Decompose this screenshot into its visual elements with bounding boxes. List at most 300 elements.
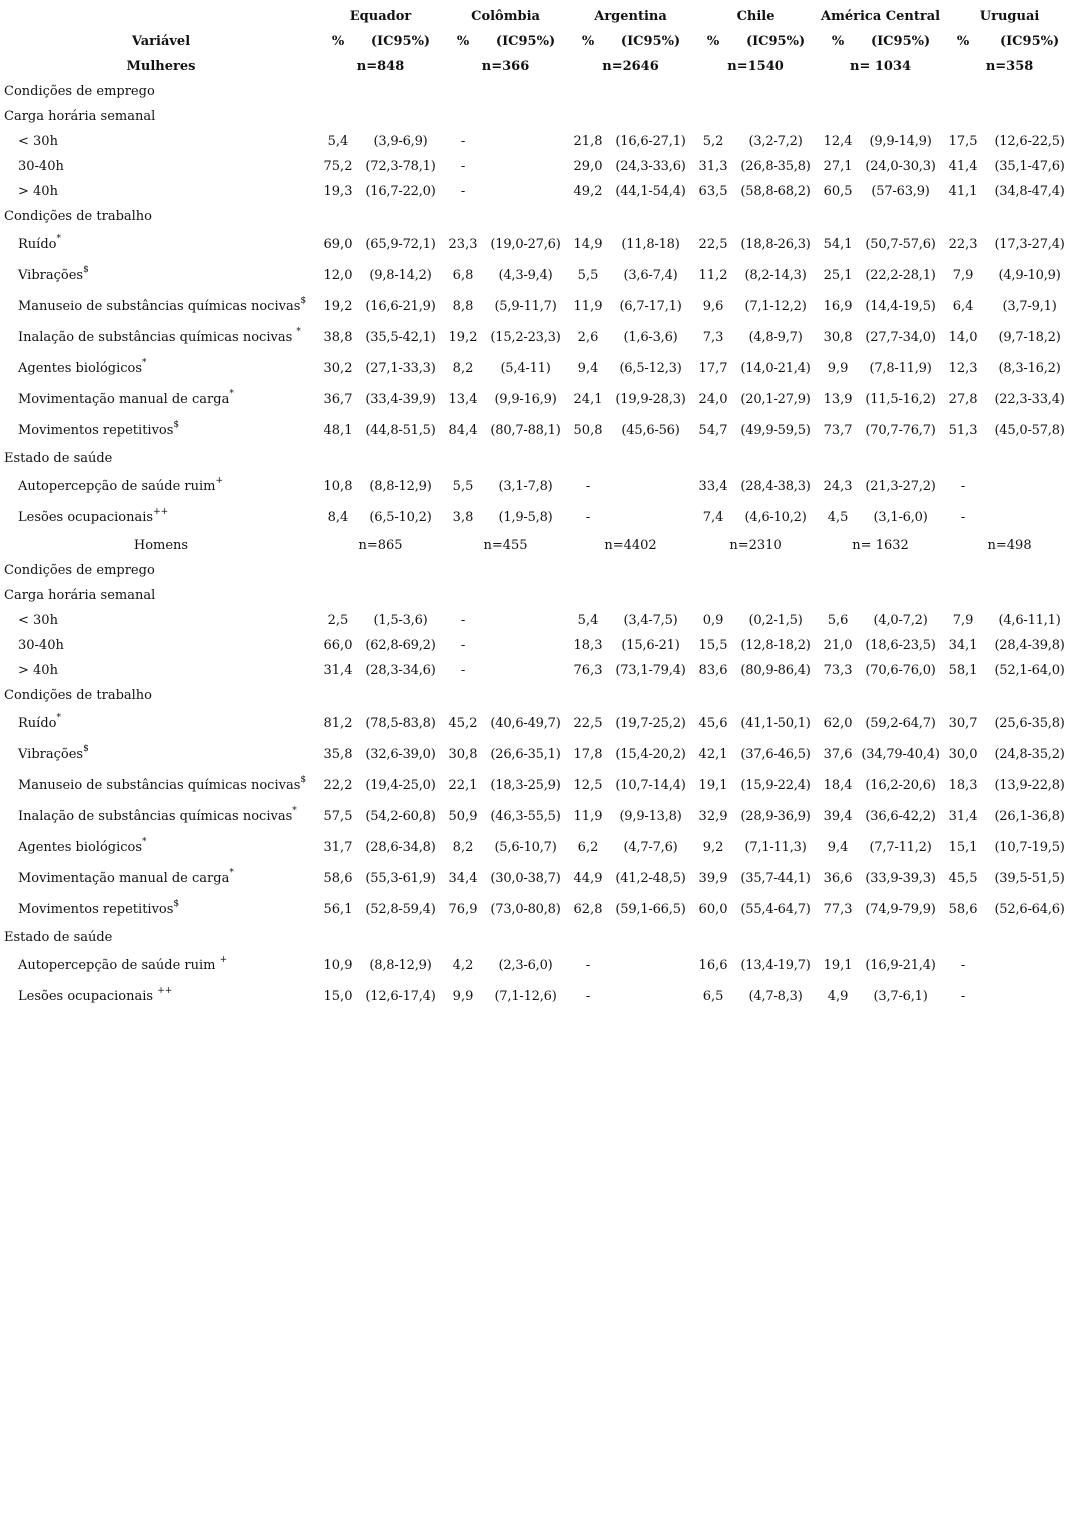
ci-cell: (34,79-40,4) (861, 747, 940, 762)
ci-cell: (35,5-42,1) (365, 330, 436, 345)
percent-cell: 35,8 (323, 747, 353, 762)
percent-cell: 11,9 (573, 809, 603, 824)
ci-cell: (9,7-18,2) (998, 330, 1061, 345)
ci-cell: (46,3-55,5) (490, 809, 561, 824)
ci-header: (IC95%) (870, 34, 931, 49)
percent-cell: 24,0 (698, 392, 728, 407)
percent-cell: 45,2 (448, 716, 478, 731)
percent-cell: 30,8 (448, 747, 478, 762)
percent-cell: 50,9 (448, 809, 478, 824)
ci-cell: (24,8-35,2) (994, 747, 1065, 762)
percent-cell: 19,2 (323, 299, 353, 314)
table-header (4, 4, 1076, 54)
percent-cell: 39,9 (698, 871, 728, 886)
ci-cell: (41,1-50,1) (740, 716, 811, 731)
ci-cell: (3,2-7,2) (748, 134, 803, 149)
ci-cell: (20,1-27,9) (740, 392, 811, 407)
percent-cell: 5,2 (702, 134, 724, 149)
percent-cell: 2,5 (327, 613, 349, 628)
footnote-marker: $ (300, 295, 307, 306)
ci-cell: (73,1-79,4) (615, 663, 686, 678)
country-header: Uruguai (979, 9, 1040, 24)
variable-header: Variável (131, 34, 191, 49)
percent-cell: 9,9 (827, 361, 849, 376)
ci-cell: (73,0-80,8) (490, 902, 561, 917)
ci-cell: (16,7-22,0) (365, 184, 436, 199)
ci-cell: (6,5-12,3) (619, 361, 682, 376)
ci-cell: (4,7-7,6) (623, 840, 678, 855)
percent-cell: 12,5 (573, 778, 603, 793)
table-row (4, 260, 1076, 291)
percent-cell: 56,1 (323, 902, 353, 917)
percent-cell: 8,4 (327, 510, 349, 525)
ci-cell: (59,1-66,5) (615, 902, 686, 917)
country-header: Equador (349, 9, 412, 24)
ci-cell (483, 608, 568, 633)
row-label-cell (4, 260, 318, 291)
percent-cell: 29,0 (573, 159, 603, 174)
ci-cell: (14,0-21,4) (740, 361, 811, 376)
ci-cell: (7,8-11,9) (869, 361, 932, 376)
row-label: Autopercepção de saúde ruim (18, 479, 216, 494)
percent-cell: 54,1 (823, 237, 853, 252)
ci-cell: (8,8-12,9) (369, 958, 432, 973)
pct-header: % (331, 34, 345, 49)
percent-cell: 45,5 (948, 871, 978, 886)
ci-cell: (10,7-19,5) (994, 840, 1065, 855)
percent-cell: 44,9 (573, 871, 603, 886)
sample-size: n=498 (987, 538, 1032, 553)
percent-cell: 19,3 (323, 184, 353, 199)
percent-cell: 19,1 (823, 958, 853, 973)
percent-cell: 6,4 (952, 299, 974, 314)
ci-cell: (9,9-13,8) (619, 809, 682, 824)
row-label-cell (4, 229, 318, 260)
ci-cell: (11,5-16,2) (865, 392, 936, 407)
ci-cell: (65,9-72,1) (365, 237, 436, 252)
row-label-cell (4, 981, 318, 1012)
percent-cell: 36,7 (323, 392, 353, 407)
table-body (4, 54, 1076, 1012)
percent-cell: 32,9 (698, 809, 728, 824)
row-label-cell (4, 353, 318, 384)
section-row (4, 558, 1076, 583)
row-label: < 30h (18, 613, 58, 628)
percent-cell: 8,2 (452, 840, 474, 855)
percent-cell: 73,3 (823, 663, 853, 678)
pct-header: % (456, 34, 470, 49)
percent-cell: 22,3 (948, 237, 978, 252)
ci-cell: (5,4-11) (500, 361, 551, 376)
section-label: Condições de trabalho (4, 688, 152, 703)
section-row (4, 683, 1076, 708)
percent-cell: 36,6 (823, 871, 853, 886)
row-label: Vibrações (18, 747, 84, 762)
percent-cell: 31,3 (698, 159, 728, 174)
ci-cell: (12,6-22,5) (994, 134, 1065, 149)
footnote-marker: $ (300, 774, 307, 785)
ci-cell: (7,1-11,3) (744, 840, 807, 855)
table-row (4, 384, 1076, 415)
ci-cell: (14,4-19,5) (865, 299, 936, 314)
pct-header: % (956, 34, 970, 49)
percent-cell: - (960, 958, 966, 973)
percent-cell: 17,7 (698, 361, 728, 376)
footnote-marker: * (229, 388, 234, 399)
sample-size: n=455 (483, 538, 528, 553)
ci-cell: (44,8-51,5) (365, 423, 436, 438)
ci-cell: (7,1-12,6) (494, 989, 557, 1004)
percent-cell: 5,5 (577, 268, 599, 283)
percent-cell: 9,9 (452, 989, 474, 1004)
ci-cell: (78,5-83,8) (365, 716, 436, 731)
ci-cell: (2,3-6,0) (498, 958, 553, 973)
ci-cell: (17,3-27,4) (994, 237, 1065, 252)
row-label: 30-40h (18, 638, 64, 653)
ci-cell: (3,7-9,1) (1002, 299, 1057, 314)
ci-cell: (52,1-64,0) (994, 663, 1065, 678)
ci-cell: (35,7-44,1) (740, 871, 811, 886)
ci-cell: (1,6-3,6) (623, 330, 678, 345)
section-label: Condições de trabalho (4, 209, 152, 224)
percent-cell: 15,0 (323, 989, 353, 1004)
ci-cell: (7,7-11,2) (869, 840, 932, 855)
row-label: > 40h (18, 663, 58, 678)
percent-cell: - (460, 613, 466, 628)
row-label: Agentes biológicos (18, 840, 143, 855)
percent-cell: 17,5 (948, 134, 978, 149)
ci-cell: (62,8-69,2) (365, 638, 436, 653)
percent-cell: 34,1 (948, 638, 978, 653)
percent-cell: 10,9 (323, 958, 353, 973)
ci-cell: (41,2-48,5) (615, 871, 686, 886)
sample-size: n= 1632 (852, 538, 909, 553)
percent-cell: 13,9 (823, 392, 853, 407)
country-header: América Central (821, 9, 941, 24)
ci-cell: (3,6-7,4) (623, 268, 678, 283)
ci-cell: (28,4-38,3) (740, 479, 811, 494)
row-label: 30-40h (18, 159, 64, 174)
ci-cell: (70,7-76,7) (865, 423, 936, 438)
sample-size: n=1540 (727, 59, 784, 74)
section-label: Estado de saúde (4, 930, 113, 945)
sample-size: n= 1034 (850, 59, 912, 74)
country-header: Argentina (594, 9, 667, 24)
table-row (4, 658, 1076, 683)
ci-cell: (18,8-26,3) (740, 237, 811, 252)
ci-cell: (3,4-7,5) (623, 613, 678, 628)
percent-cell: 33,4 (698, 479, 728, 494)
row-label-cell (4, 770, 318, 801)
ci-header: (IC95%) (999, 34, 1060, 49)
table-row (4, 608, 1076, 633)
percent-cell: 39,4 (823, 809, 853, 824)
percent-cell: 30,8 (823, 330, 853, 345)
ci-cell: (52,6-64,6) (994, 902, 1065, 917)
country-header: Colômbia (471, 9, 540, 24)
table-row (4, 801, 1076, 832)
ci-cell: (22,3-33,4) (994, 392, 1065, 407)
ci-cell: (21,3-27,2) (865, 479, 936, 494)
percent-cell: 62,8 (573, 902, 603, 917)
ci-cell: (57-63,9) (871, 184, 930, 199)
ci-cell: (10,7-14,4) (615, 778, 686, 793)
percent-cell: 45,6 (698, 716, 728, 731)
table-row (4, 770, 1076, 801)
percent-cell: - (585, 510, 591, 525)
ci-cell: (22,2-28,1) (865, 268, 936, 283)
ci-cell: (4,0-7,2) (873, 613, 928, 628)
table-row (4, 739, 1076, 770)
footnote-marker: $ (83, 743, 89, 754)
percent-cell: 9,4 (827, 840, 849, 855)
percent-cell: - (585, 989, 591, 1004)
percent-cell: 27,1 (823, 159, 853, 174)
ci-cell: (74,9-79,9) (865, 902, 936, 917)
ci-cell (483, 179, 568, 204)
ci-cell: (15,2-23,3) (490, 330, 561, 345)
percent-cell: 0,9 (702, 613, 724, 628)
ci-cell: (18,3-25,9) (490, 778, 561, 793)
percent-cell: 11,2 (698, 268, 728, 283)
row-label: Ruído (18, 716, 57, 731)
pct-header: % (581, 34, 595, 49)
group-title: Mulheres (126, 59, 196, 74)
percent-cell: 57,5 (323, 809, 353, 824)
percent-cell: 13,4 (448, 392, 478, 407)
sample-size: n=358 (985, 59, 1034, 74)
percent-cell: 41,4 (948, 159, 978, 174)
percent-cell: 50,8 (573, 423, 603, 438)
row-label-cell (4, 322, 318, 353)
ci-cell: (3,1-7,8) (498, 479, 553, 494)
ci-cell: (52,8-59,4) (365, 902, 436, 917)
percent-cell: 58,6 (948, 902, 978, 917)
ci-cell: (9,9-14,9) (869, 134, 932, 149)
percent-cell: 23,3 (448, 237, 478, 252)
ci-cell (483, 154, 568, 179)
percent-cell: 15,5 (698, 638, 728, 653)
ci-cell: (25,6-35,8) (994, 716, 1065, 731)
percent-cell: 25,1 (823, 268, 853, 283)
ci-cell: (72,3-78,1) (365, 159, 436, 174)
blank-header-cell (4, 4, 318, 29)
row-label: Movimentação manual de carga (18, 392, 230, 407)
ci-cell: (12,6-17,4) (365, 989, 436, 1004)
ci-header: (IC95%) (745, 34, 806, 49)
footnote-marker: $ (83, 264, 89, 275)
percent-cell: 8,8 (452, 299, 474, 314)
table-row (4, 832, 1076, 863)
table-row (4, 708, 1076, 739)
pct-header: % (831, 34, 845, 49)
ci-cell (608, 950, 693, 981)
ci-cell: (30,0-38,7) (490, 871, 561, 886)
ci-cell: (27,1-33,3) (365, 361, 436, 376)
percent-cell: 22,1 (448, 778, 478, 793)
table-row (4, 950, 1076, 981)
ci-cell: (4,6-10,2) (744, 510, 807, 525)
row-label: Vibrações (18, 268, 84, 283)
row-label: Manuseio de substâncias químicas nocivas (18, 778, 301, 793)
ci-cell: (24,3-33,6) (615, 159, 686, 174)
percent-cell: 9,6 (702, 299, 724, 314)
country-header-row (4, 4, 1076, 29)
percent-cell: 21,8 (573, 134, 603, 149)
percent-cell: - (460, 638, 466, 653)
row-label: < 30h (18, 134, 58, 149)
ci-cell: (33,9-39,3) (865, 871, 936, 886)
percent-cell: 10,8 (323, 479, 353, 494)
ci-cell: (8,2-14,3) (744, 268, 807, 283)
percent-cell: 12,3 (948, 361, 978, 376)
ci-cell: (4,7-8,3) (748, 989, 803, 1004)
ci-cell: (7,1-12,2) (744, 299, 807, 314)
percent-cell: 24,1 (573, 392, 603, 407)
ci-cell: (19,7-25,2) (615, 716, 686, 731)
percent-cell: 51,3 (948, 423, 978, 438)
percent-cell: 11,9 (573, 299, 603, 314)
table-row (4, 502, 1076, 533)
ci-cell: (28,3-34,6) (365, 663, 436, 678)
table-row (4, 981, 1076, 1012)
percent-cell: 77,3 (823, 902, 853, 917)
sample-size: n=2310 (729, 538, 782, 553)
table-row (4, 633, 1076, 658)
percent-cell: - (460, 663, 466, 678)
percent-cell: 42,1 (698, 747, 728, 762)
sample-size: n=2646 (602, 59, 659, 74)
row-label: Autopercepção de saúde ruim (18, 958, 220, 973)
group-header-row (4, 54, 1076, 79)
section-row (4, 925, 1076, 950)
table-row (4, 863, 1076, 894)
ci-cell: (28,6-34,8) (365, 840, 436, 855)
section-label: Carga horária semanal (4, 109, 156, 124)
ci-cell: (26,6-35,1) (490, 747, 561, 762)
percent-cell: 83,6 (698, 663, 728, 678)
percent-cell: 21,0 (823, 638, 853, 653)
percent-cell: - (460, 184, 466, 199)
footnote-marker: + (215, 475, 224, 486)
row-label-cell (4, 129, 318, 154)
footnote-marker: * (292, 805, 297, 816)
footnote-marker: * (142, 836, 147, 847)
ci-cell: (12,8-18,2) (740, 638, 811, 653)
percent-cell: 12,4 (823, 134, 853, 149)
ci-cell: (16,2-20,6) (865, 778, 936, 793)
section-row (4, 79, 1076, 104)
percent-cell: 9,2 (702, 840, 724, 855)
ci-cell: (3,7-6,1) (873, 989, 928, 1004)
table-row (4, 291, 1076, 322)
percent-cell: 22,2 (323, 778, 353, 793)
row-label-cell (4, 384, 318, 415)
percent-cell: 2,6 (577, 330, 599, 345)
ci-cell: (39,5-51,5) (994, 871, 1065, 886)
section-row (4, 204, 1076, 229)
percent-cell: 8,2 (452, 361, 474, 376)
percent-cell: 14,9 (573, 237, 603, 252)
percent-cell: 30,7 (948, 716, 978, 731)
percent-cell: 7,9 (952, 613, 974, 628)
group-title: Homens (133, 538, 189, 553)
percent-cell: 31,4 (323, 663, 353, 678)
percent-cell: 63,5 (698, 184, 728, 199)
ci-cell: (26,1-36,8) (994, 809, 1065, 824)
ci-cell: (33,4-39,9) (365, 392, 436, 407)
percent-cell: 48,1 (323, 423, 353, 438)
row-label-cell (4, 154, 318, 179)
ci-cell: (24,0-30,3) (865, 159, 936, 174)
percent-cell: 30,2 (323, 361, 353, 376)
section-row (4, 104, 1076, 129)
ci-cell: (40,6-49,7) (490, 716, 561, 731)
table-row (4, 129, 1076, 154)
percent-cell: 9,4 (577, 361, 599, 376)
percent-cell: 31,4 (948, 809, 978, 824)
ci-cell: (8,8-12,9) (369, 479, 432, 494)
ci-cell (608, 471, 693, 502)
row-label: Manuseio de substâncias químicas nocivas (18, 299, 301, 314)
ci-header: (IC95%) (370, 34, 431, 49)
ci-cell: (27,7-34,0) (865, 330, 936, 345)
table-row (4, 471, 1076, 502)
percent-cell: - (585, 479, 591, 494)
footnote-marker: + (219, 954, 228, 965)
row-label-cell (4, 179, 318, 204)
percent-cell: 17,8 (573, 747, 603, 762)
table-row (4, 415, 1076, 446)
percent-cell: 76,3 (573, 663, 603, 678)
ci-header: (IC95%) (495, 34, 556, 49)
row-label-cell (4, 658, 318, 683)
ci-cell: (9,8-14,2) (369, 268, 432, 283)
footnote-marker: * (296, 326, 301, 337)
percent-cell: 12,0 (323, 268, 353, 283)
percent-cell: 62,0 (823, 716, 853, 731)
row-label: > 40h (18, 184, 58, 199)
sample-size: n=865 (358, 538, 403, 553)
row-label-cell (4, 832, 318, 863)
row-label: Movimentos repetitivos (18, 423, 174, 438)
footnote-marker: * (229, 867, 234, 878)
percent-cell: 76,9 (448, 902, 478, 917)
ci-cell (483, 633, 568, 658)
ci-cell: (5,9-11,7) (494, 299, 557, 314)
percent-cell: - (585, 958, 591, 973)
section-label: Estado de saúde (4, 451, 113, 466)
percent-cell: 7,3 (702, 330, 724, 345)
ci-cell: (15,4-20,2) (615, 747, 686, 762)
ci-cell: (15,6-21) (621, 638, 680, 653)
ci-cell (483, 129, 568, 154)
ci-cell: (8,3-16,2) (998, 361, 1061, 376)
ci-cell: (18,6-23,5) (865, 638, 936, 653)
percent-cell: - (460, 134, 466, 149)
ci-cell: (58,8-68,2) (740, 184, 811, 199)
ci-cell (983, 981, 1076, 1012)
percent-cell: 4,5 (827, 510, 849, 525)
percent-cell: 66,0 (323, 638, 353, 653)
ci-cell: (19,0-27,6) (490, 237, 561, 252)
ci-cell: (80,9-86,4) (740, 663, 811, 678)
percent-cell: 14,0 (948, 330, 978, 345)
percent-cell: 4,2 (452, 958, 474, 973)
ci-cell: (6,7-17,1) (619, 299, 682, 314)
row-label: Lesões ocupacionais (18, 989, 158, 1004)
table-row (4, 154, 1076, 179)
